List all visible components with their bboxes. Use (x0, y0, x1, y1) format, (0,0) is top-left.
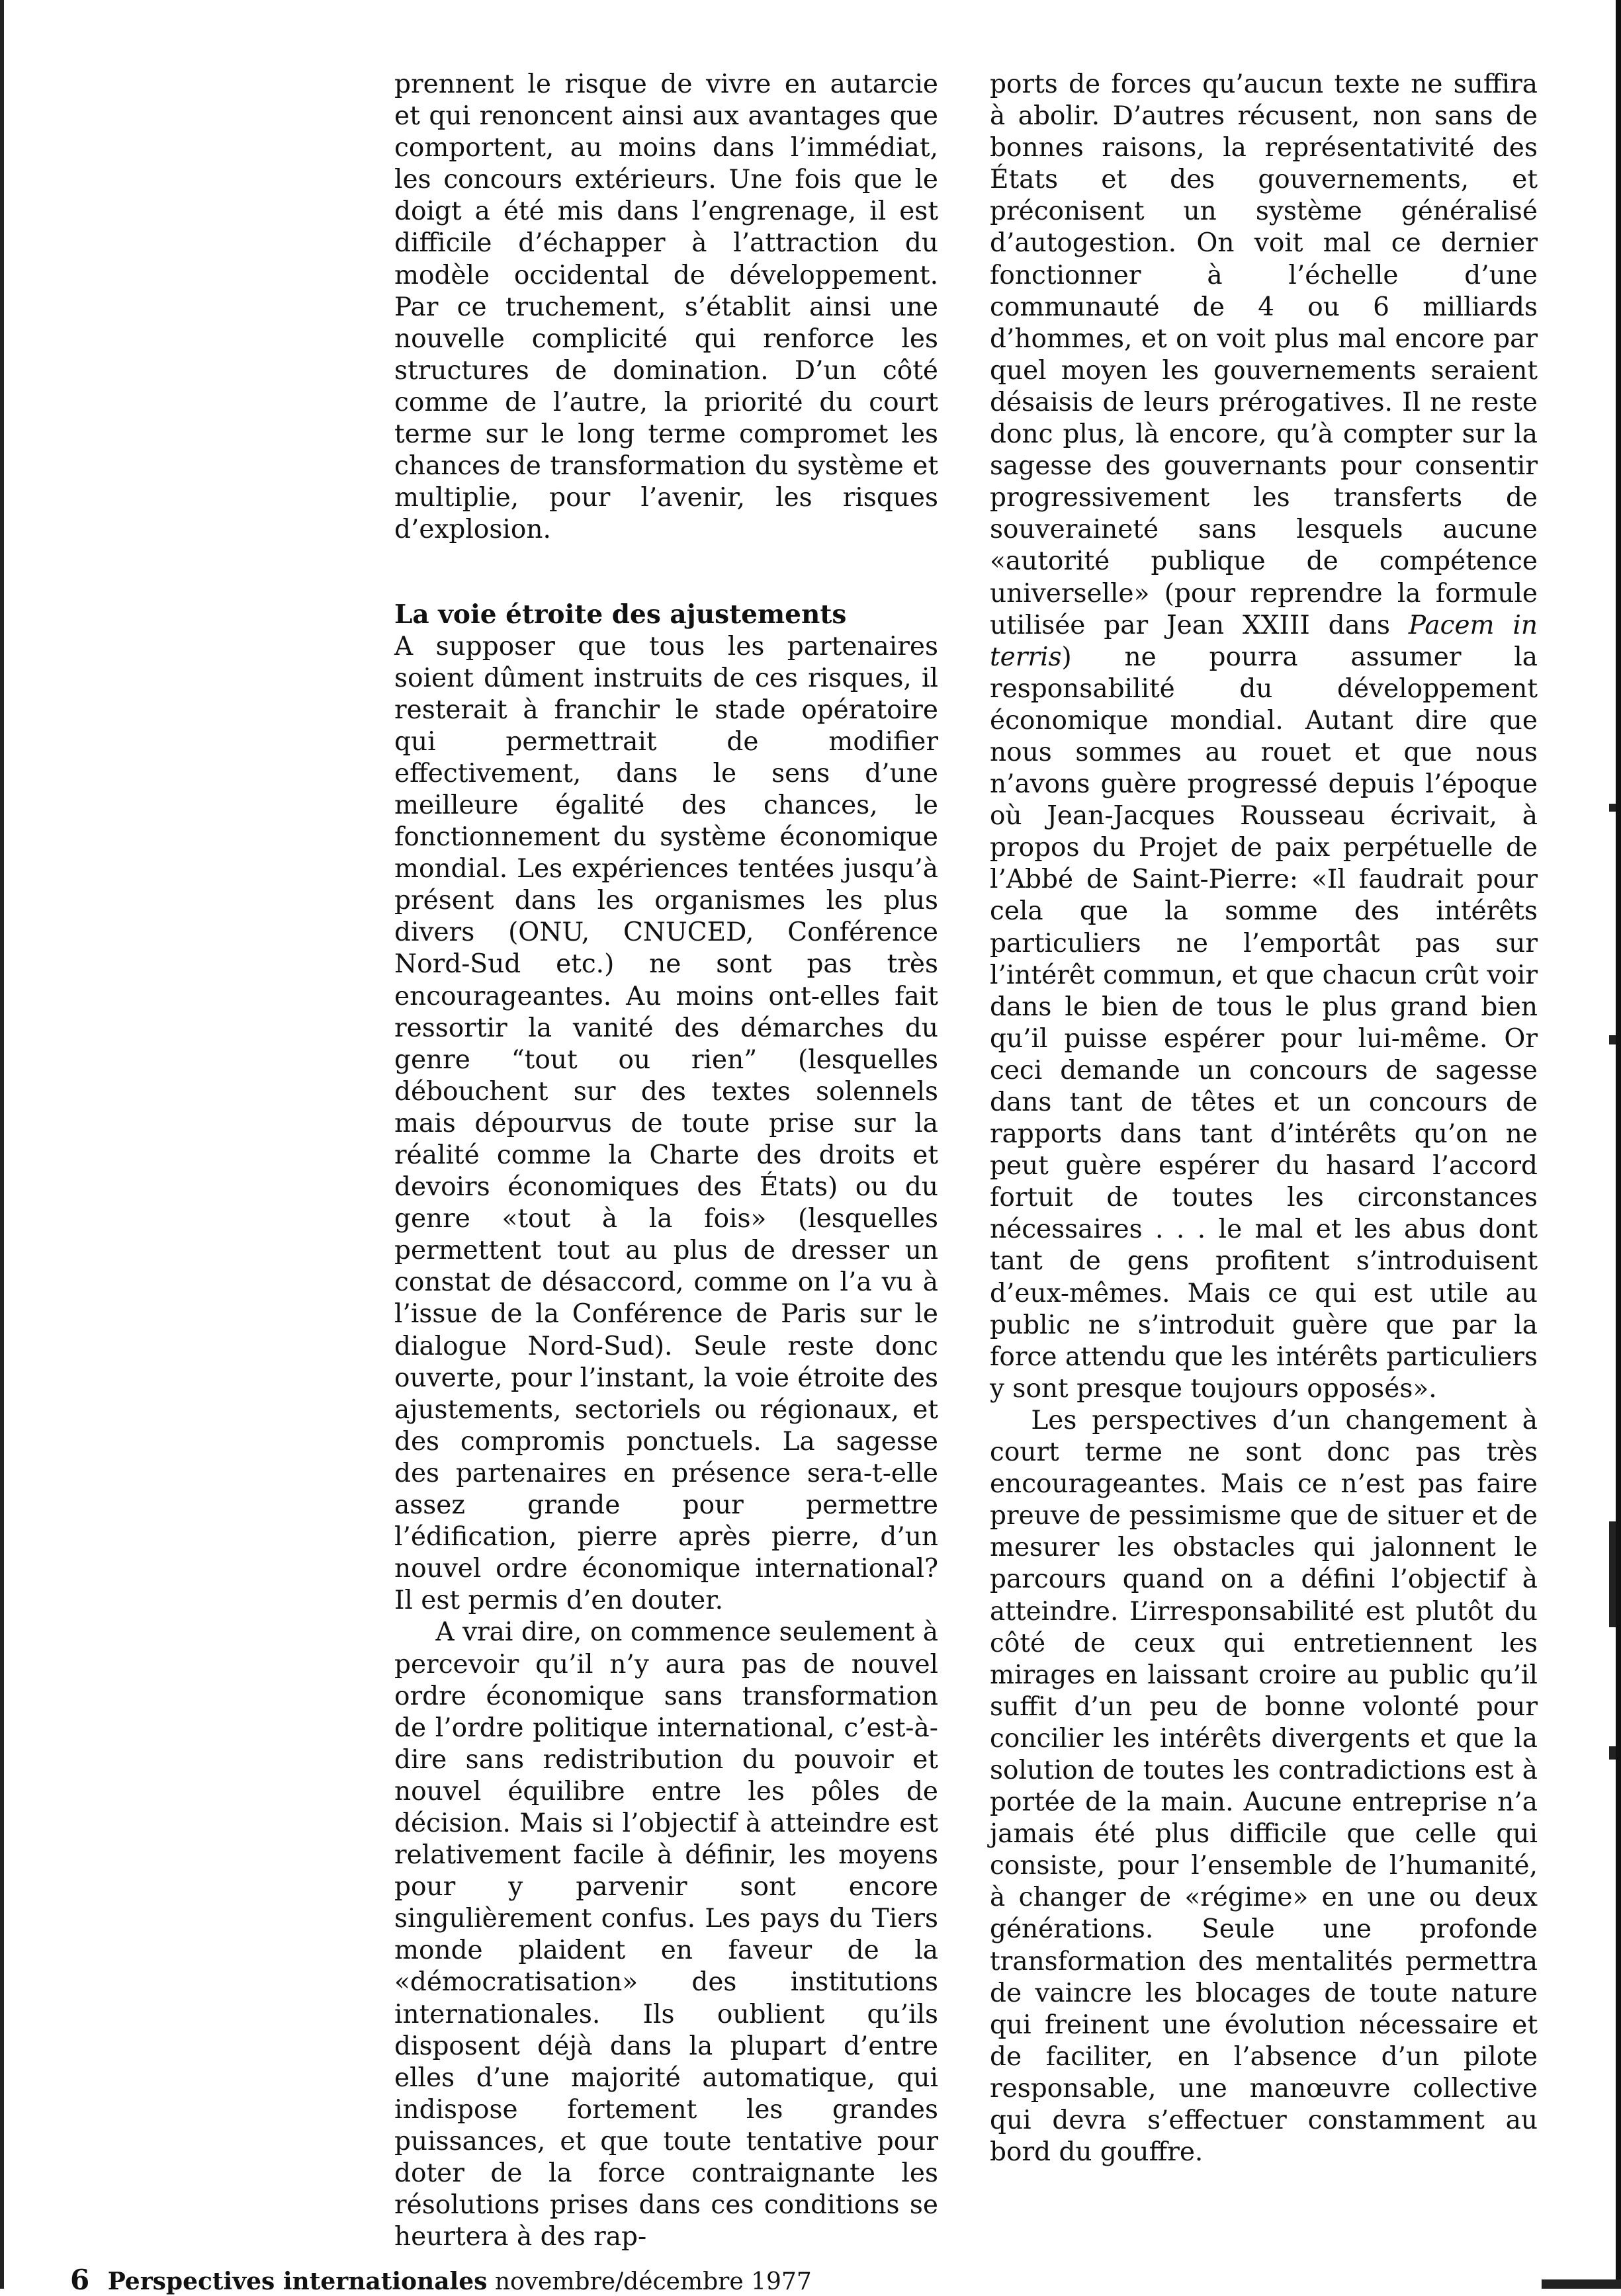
publication-name: Perspectives internationales (107, 2268, 488, 2295)
scan-border-left (0, 0, 4, 2289)
page-number: 6 (70, 2264, 90, 2296)
paragraph: A vrai dire, on commence seulement à percevoir qu’il n’y aura pas de nouvel ordre économique sans transformation de l’ordre politique international, c’est-à-dire sans redistribution du pouvoir et nouvel équilibre entre les pôles de décision. Mais si l’objectif à atteindre est relativement facile à définir, les moyens pour y parvenir sont encore singulièrement confus. Les pays du Tiers monde plaident en faveur de la «démocratisation» des institutions internationales. Ils oublient qu’ils disposent déjà dans la plupart d’entre elles d’une majorité automatique, qui indispose fortement les grandes puissances, et que toute tentative pour doter de la force contraignante les résolutions prises dans ces conditions se heurtera à des rap- (394, 1617, 938, 2252)
paragraph: A supposer que tous les partenaires soient dûment instruits de ces risques, il resterait à franchir le stade opératoire qui permettrait de modifier effectivement, dans le sens d’une meilleure égalité des chances, le fonctionnement du système économique mondial. Les expériences tentées jusqu’à présent dans les organismes les plus divers (ONU, CNUCED, Conférence Nord-Sud etc.) ne sont pas très encourageantes. Au moins ont-elles fait ressortir la vanité des démarches du genre “tout ou rien” (lesquelles débouchent sur des textes solennels mais dépourvus de toute prise sur la réalité comme la Charte des droits et devoirs économiques des États) ou du genre «tout à la fois» (lesquelles permettent tout au plus de dresser un constat de désaccord, comme on l’a vu à l’issue de la Conférence de Paris sur le dialogue Nord-Sud). Seule reste donc ouverte, pour l’instant, la voie étroite des ajustements, sectoriels ou régionaux, et des compromis ponctuels. La sagesse des partenaires en présence sera-t-elle assez grande pour permettre l’édification, pierre après pierre, d’un nouvel ordre économique international? Il est permis d’en douter. (394, 631, 938, 1616)
italic-title: Pacem in terris (990, 610, 1538, 672)
scan-border-right (1616, 0, 1621, 2289)
scan-mark (1609, 1746, 1616, 1760)
scan-mark (1609, 1521, 1616, 1627)
paragraph-text: ) ne pourra assumer la responsabilité du développement économique mondial. Autant dire que nous sommes au rouet et que nous n’avons guère progressé depuis l’époque où Jean-Jacques Rousseau écrivait, à propos du Projet de paix perpétuelle de l’Abbé de Saint-Pierre: «Il faudrait pour cela que la somme des intérêts particuliers ne l’emportât pas sur l’intérêt commun, et que chacun crût voir dans le bien de tous le plus grand bien qu’il puisse espérer pour lui-même. Or ceci demande un concours de sagesse dans tant de têtes et un concours de rapports dans tant d’intérêts qu’on ne peut guère espérer du hasard l’accord fortuit de toutes les circonstances nécessaires . . . le mal et les abus dont tant de gens profitent s’introduisent d’eux-mêmes. Mais ce qui est utile au public ne s’introduit guère que par la force attendu que les intérêts particuliers y sont presque toujours opposés». (990, 642, 1538, 1404)
paragraph-text: ports de forces qu’aucun texte ne suffira à abolir. D’autres récusent, non sans de bonnes raisons, la représentativité des États et des gouvernements, et préconisent un système généralisé d’autogestion. On voit mal ce dernier fonctionner à l’échelle d’une communauté de 4 ou 6 milliards d’hommes, et on voit plus mal encore par quel moyen les gouvernements seraient désaisis de leurs prérogatives. Il ne reste donc plus, là encore, qu’à compter sur la sagesse des gouvernants pour consentir progressivement les transferts de souveraineté sans lesquels aucune «autorité publique de compétence universelle» (pour reprendre la formule utilisée par Jean XXIII dans (990, 69, 1538, 640)
section-gap (394, 546, 938, 599)
section-heading: La voie étroite des ajustements (394, 599, 847, 630)
scan-border-bottom (1542, 2279, 1621, 2289)
scan-mark (1609, 804, 1616, 812)
left-column (394, 69, 938, 2253)
issue-date: novembre/décembre 1977 (494, 2268, 812, 2295)
paragraph: Les perspectives d’un changement à court terme ne sont donc pas très encourageantes. Mais ce n’est pas faire preuve de pessimisme que de situer et de mesurer les obstacles qui jalonnent le parcours quand on a défini l’objectif à atteindre. L’irresponsabilité est plutôt du côté de ceux qui entretiennent les mirages en laissant croire au public qu’il suffit d’un peu de bonne volonté pour concilier les intérêts divergents et que la solution de toutes les contradictions est à portée de la main. Aucune entreprise n’a jamais été plus difficile que celle qui consiste, pour l’ensemble de l’humanité, à changer de «régime» en une ou deux générations. Seule une profonde transformation des mentalités permettra de vaincre les blocages de toute nature qui freinent une évolution nécessaire et de faciliter, en l’absence d’un pilote responsable, une manœuvre collective qui devra s’effectuer constamment au bord du gouffre. (990, 1405, 1538, 2168)
paragraph (990, 69, 1538, 1405)
scan-mark (1609, 1035, 1616, 1044)
page-footer (70, 2264, 812, 2296)
right-column (990, 69, 1538, 2168)
paragraph: prennent le risque de vivre en autarcie et qui renoncent ainsi aux avantages que comportent, au moins dans l’immédiat, les concours extérieurs. Une fois que le doigt a été mis dans l’engrenage, il est difficile d’échapper à l’attraction du modèle occidental de développement. Par ce truchement, s’établit ainsi une nouvelle complicité qui renforce les structures de domination. D’un côté comme de l’autre, la priorité du court terme sur le long terme compromet les chances de transformation du système et multiplie, pour l’avenir, les risques d’explosion. (394, 69, 938, 545)
